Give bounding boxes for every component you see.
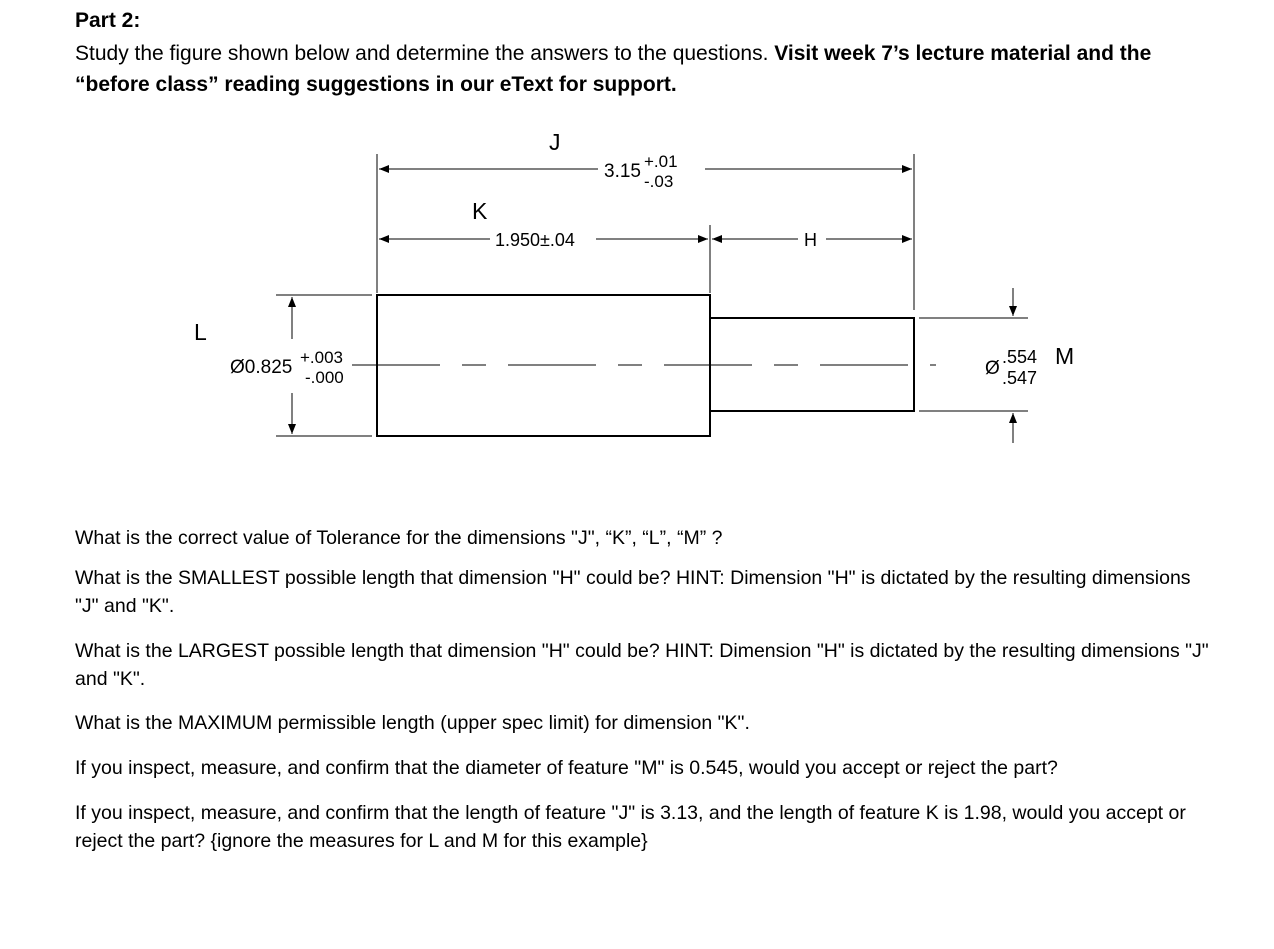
question-max-k: What is the MAXIMUM permissible length (upper spec limit) for dimension "K". bbox=[75, 712, 750, 734]
question-m-inspect: If you inspect, measure, and confirm that the diameter of feature "M" is 0.545, would you accept or reject the part? bbox=[75, 757, 1058, 779]
dim-m-symbol: Ø bbox=[985, 358, 1000, 379]
intro-plain-text: Study the figure shown below and determine the answers to the questions. bbox=[75, 42, 775, 65]
question-smallest-h: What is the SMALLEST possible length that dimension "H" could be? HINT: Dimension "H" is dictated by the resulting dimensions "J" and "K". bbox=[75, 567, 1191, 617]
dimension-k bbox=[379, 198, 708, 250]
intro-bold-text: Visit week 7’s lecture material and the “before class” reading suggestions in our eText for support. bbox=[75, 42, 1152, 96]
label-h: H bbox=[804, 230, 817, 250]
question-largest-h: What is the LARGEST possible length that dimension "H" could be? HINT: Dimension "H" is dictated by the resulting dimensions "J" and "K". bbox=[75, 640, 1209, 690]
dim-j-lower: -.03 bbox=[644, 172, 674, 191]
label-m: M bbox=[1055, 343, 1075, 369]
dimension-h bbox=[712, 230, 912, 250]
dimension-l bbox=[194, 297, 344, 434]
dim-m-lower: .547 bbox=[1002, 368, 1038, 388]
label-j: J bbox=[549, 129, 561, 155]
question-tolerance: What is the correct value of Tolerance for the dimensions "J", “K”, “L”, “M” ? bbox=[75, 527, 723, 549]
part-heading: Part 2: bbox=[75, 9, 141, 32]
technical-drawing bbox=[0, 110, 1274, 450]
label-l: L bbox=[194, 319, 207, 345]
question-j-k-inspect: If you inspect, measure, and confirm that the length of feature "J" is 3.13, and the length of feature K is 1.98, would you accept or reject the part? {ignore the measures for L and M for this example} bbox=[75, 802, 1186, 852]
dim-m-upper: .554 bbox=[1002, 347, 1038, 367]
dim-k-value: 1.950±.04 bbox=[495, 230, 575, 250]
dim-l-nominal: Ø0.825 bbox=[230, 357, 293, 378]
dimension-j bbox=[379, 129, 912, 191]
dim-l-upper: +.003 bbox=[300, 348, 344, 367]
dim-j-upper: +.01 bbox=[644, 152, 678, 171]
dim-l-lower: -.000 bbox=[305, 368, 344, 387]
dim-j-nominal: 3.15 bbox=[604, 161, 641, 182]
intro-paragraph bbox=[75, 38, 1225, 100]
dimension-m bbox=[985, 288, 1074, 443]
label-k: K bbox=[472, 198, 488, 224]
